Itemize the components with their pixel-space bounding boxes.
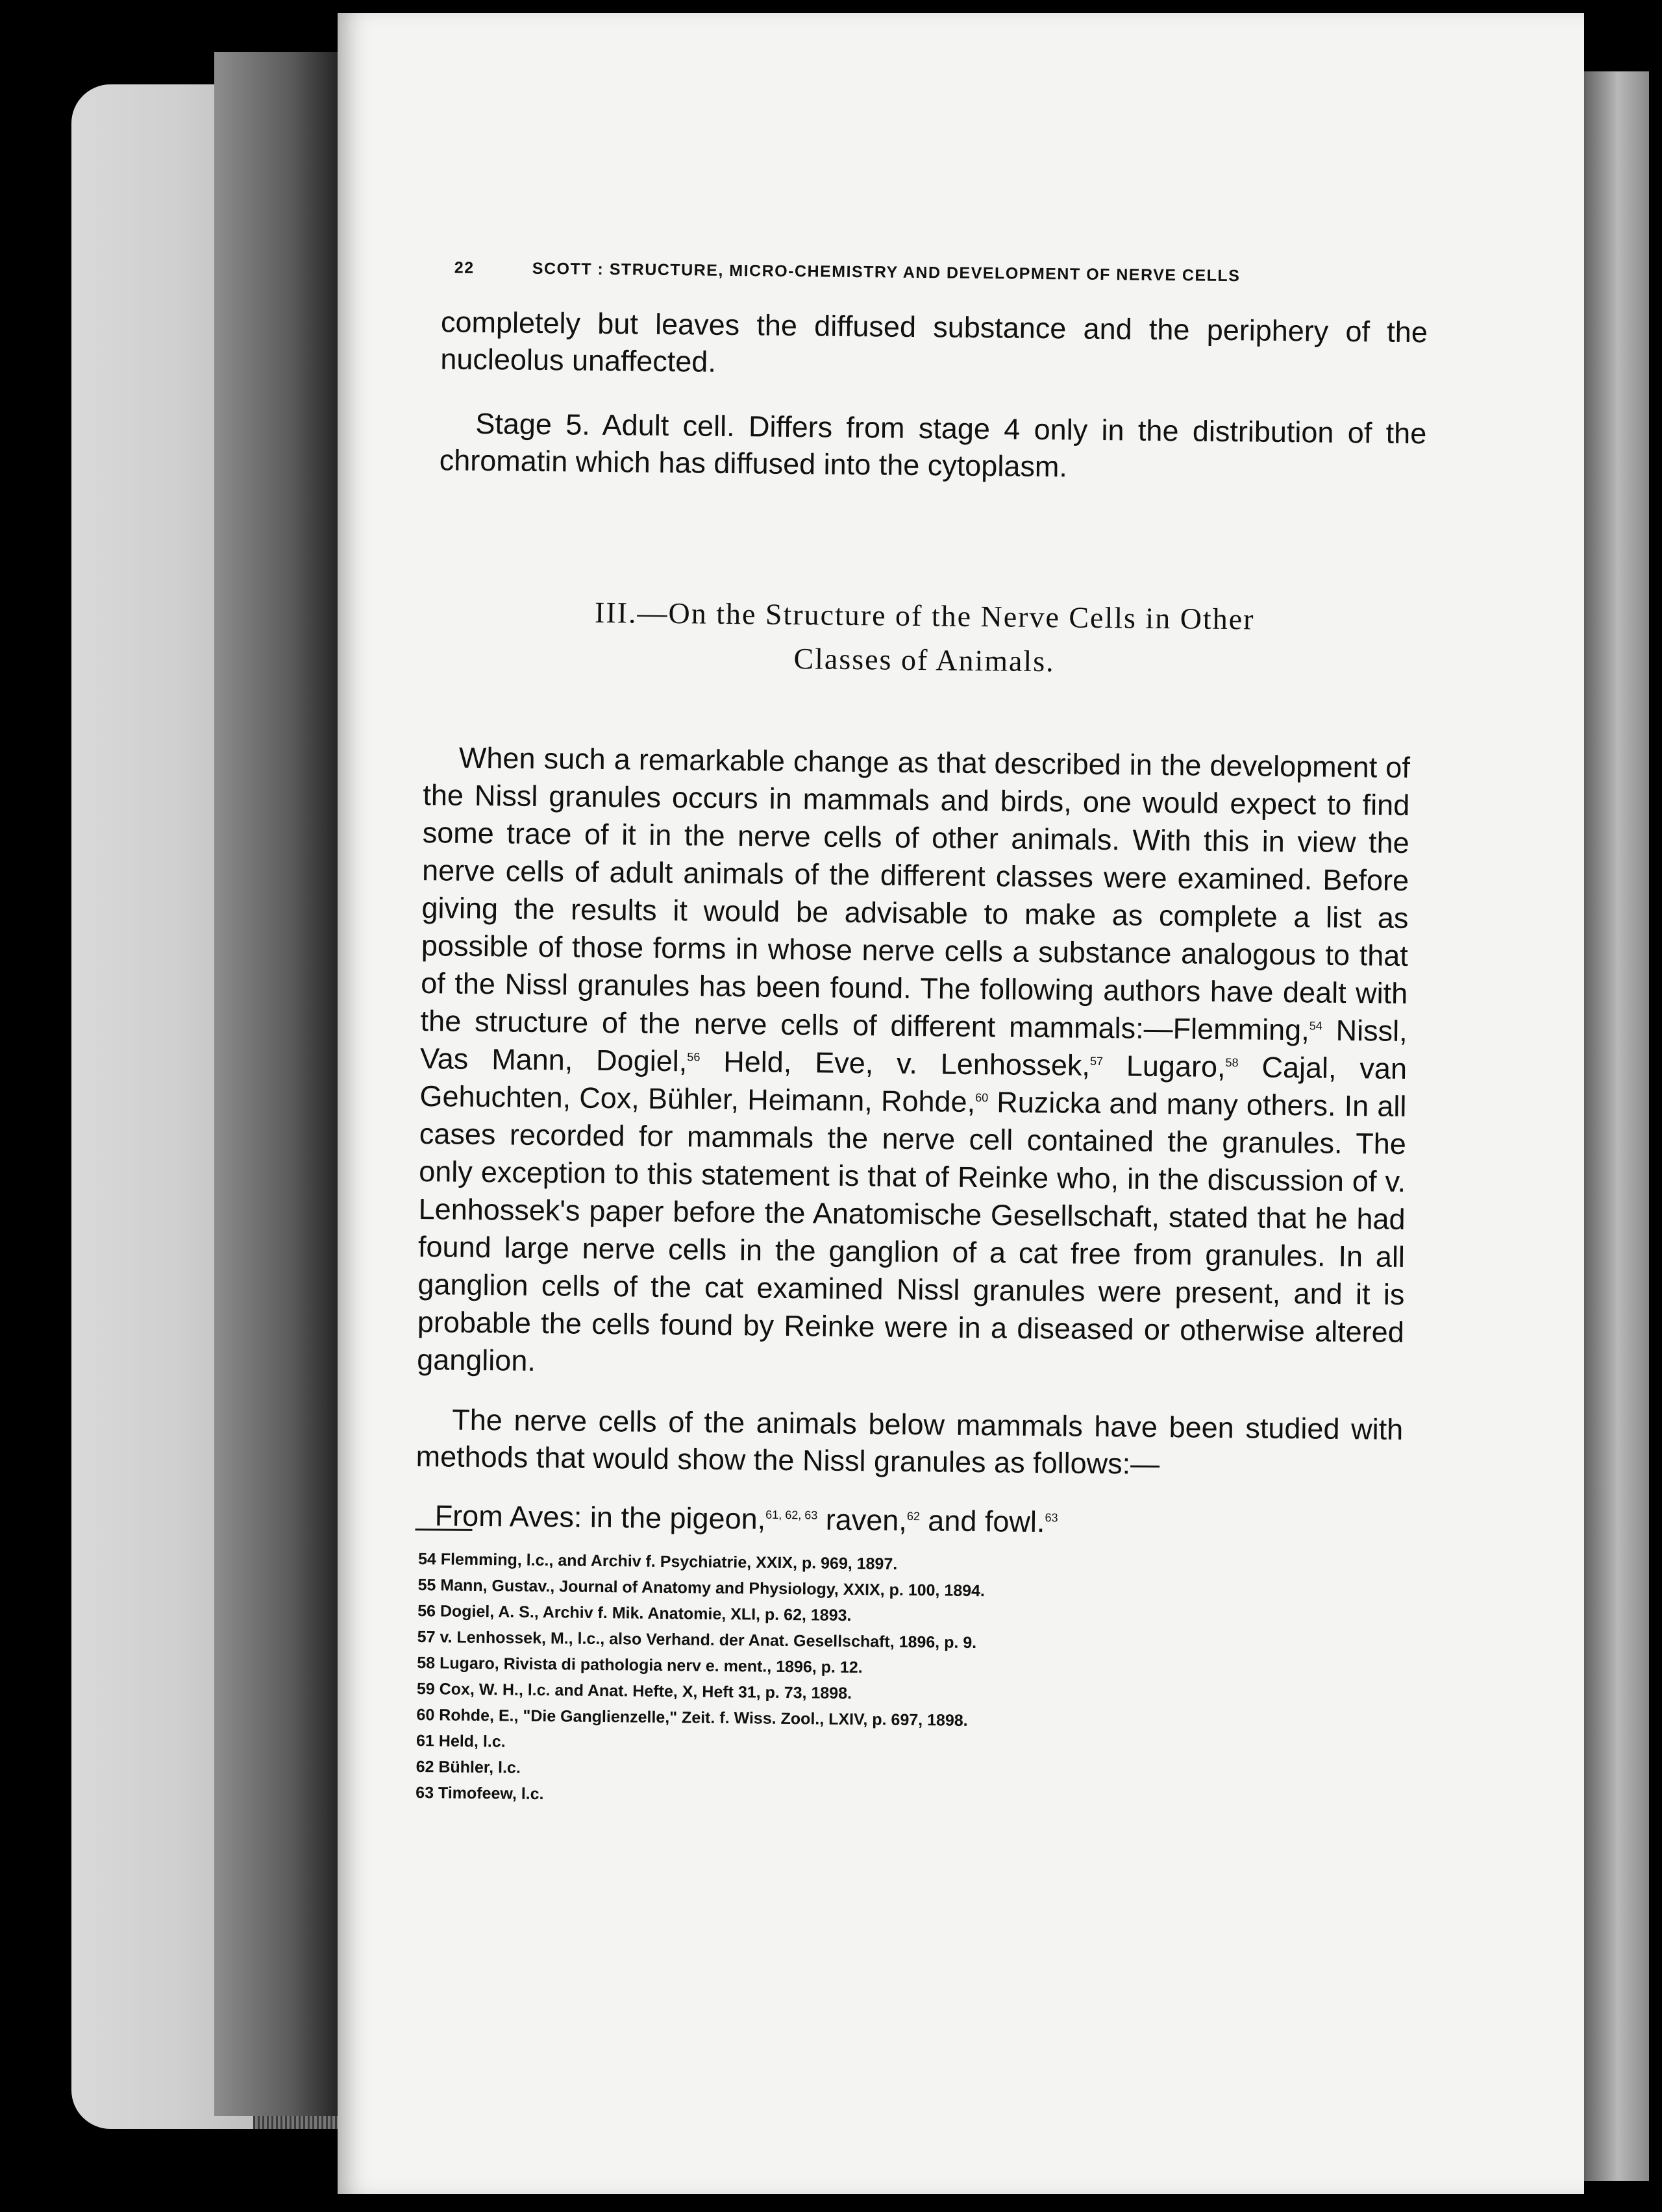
paragraph-nissl-survey <box>417 739 1410 1389</box>
footnote-ref: 56 <box>687 1050 701 1064</box>
text-segment: Lugaro, <box>1102 1049 1226 1084</box>
text-segment: Cajal, van Gehuchten, Cox, Bühler, Heimann, Rohde, <box>419 1050 1408 1119</box>
text-segment: When such a remarkable change as that described in the development of the Nissl granules occurs in mammals and birds, one would expect to find some trace of it in the nerve cells of other animals. With this in view the nerve cells of adult animals of the different classes were examined. Before giving the results it would be advisable to make as complete a list as possible of those forms in whose nerve cells a substance analogous to that of the Nissl granules has been found. The following authors have dealt with the structure of the nerve cells of different mammals:—Flemming, <box>420 741 1411 1047</box>
footnote-ref: 57 <box>1089 1054 1104 1068</box>
paragraph-stage-5: Stage 5. Adult cell. Differs from stage 4 only in the distribution of the chromatin which has diffused into the cytoplasm. <box>439 406 1427 484</box>
footnote: 56 Dogiel, A. S., Archiv f. Mik. Anatomie, XLI, p. 62, 1893. <box>417 1602 852 1625</box>
text-segment: Ruzicka and many others. In all cases recorded for mammals the nerve cell contained the granules. The only exception to this statement is that of Reinke who, in the discussion of v. Lenhossek's paper before the Anatomische Gesellschaft, stated that he had found large nerve cells in the ganglion of a cat free from granules. In all ganglion cells of the cat examined Nissl granules were present, and it is probable the cells found by Reinke were in a diseased or otherwise altered ganglion. <box>416 1085 1407 1377</box>
paragraph-continuation: completely but leaves the diffused substance and the periphery of the nucleolus unaffected. <box>440 305 1428 378</box>
text-segment: raven, <box>817 1503 908 1537</box>
footnote: 59 Cox, W. H., l.c. and Anat. Hefte, X, Heft 31, p. 73, 1898. <box>416 1680 852 1703</box>
running-head-title: SCOTT : STRUCTURE, MICRO-CHEMISTRY AND DEVELOPMENT OF NERVE CELLS <box>532 259 1241 286</box>
text-segment: and fowl. <box>919 1504 1045 1539</box>
footnote: 54 Flemming, l.c., and Archiv f. Psychiatrie, XXIX, p. 969, 1897. <box>417 1550 898 1573</box>
footnotes <box>416 1546 1506 1817</box>
paragraph-aves <box>415 1497 1402 1544</box>
footnote: 63 Timofeew, l.c. <box>416 1784 544 1804</box>
footnote-ref: 54 <box>1309 1019 1322 1033</box>
running-head <box>454 259 1389 288</box>
page-number: 22 <box>454 258 475 277</box>
paragraph-below-mammals: The nerve cells of the animals below mammals have been studied with methods that would show the Nissl granules as follows:— <box>416 1403 1404 1481</box>
page-content <box>416 258 1519 1817</box>
footnote: 58 Lugaro, Rivista di pathologia nerv e. ment., 1896, p. 12. <box>417 1654 863 1677</box>
footnote: 57 v. Lenhossek, M., l.c., also Verhand. der Anat. Gesellschaft, 1896, p. 9. <box>417 1628 977 1653</box>
section-heading-line-2: Classes of Animals. <box>793 642 1055 678</box>
footnote: 61 Held, l.c. <box>416 1732 506 1751</box>
book-page <box>338 13 1584 2194</box>
footnote-ref: 63 <box>1045 1511 1058 1525</box>
text-segment: From Aves: in the pigeon, <box>434 1499 766 1536</box>
section-heading <box>456 589 1392 687</box>
footnote: 60 Rohde, E., "Die Ganglienzelle," Zeit. f. Wiss. Zool., LXIV, p. 697, 1898. <box>416 1706 968 1730</box>
footnote-ref: 61, 62, 63 <box>765 1508 818 1522</box>
footnote: 62 Bühler, l.c. <box>416 1758 521 1777</box>
section-heading-line-1: III.—On the Structure of the Nerve Cells in Other <box>594 595 1255 636</box>
footnote-ref: 58 <box>1225 1056 1239 1070</box>
footnote-ref: 60 <box>975 1091 989 1105</box>
footnote: 55 Mann, Gustav., Journal of Anatomy and Physiology, XXIX, p. 100, 1894. <box>417 1576 986 1601</box>
footnote-ref: 62 <box>906 1509 921 1523</box>
text-segment: Nissl, Vas Mann, Dogiel, <box>419 1013 1408 1078</box>
text-segment: Held, Eve, v. Lenhossek, <box>700 1044 1091 1082</box>
book-binding <box>214 52 344 2116</box>
